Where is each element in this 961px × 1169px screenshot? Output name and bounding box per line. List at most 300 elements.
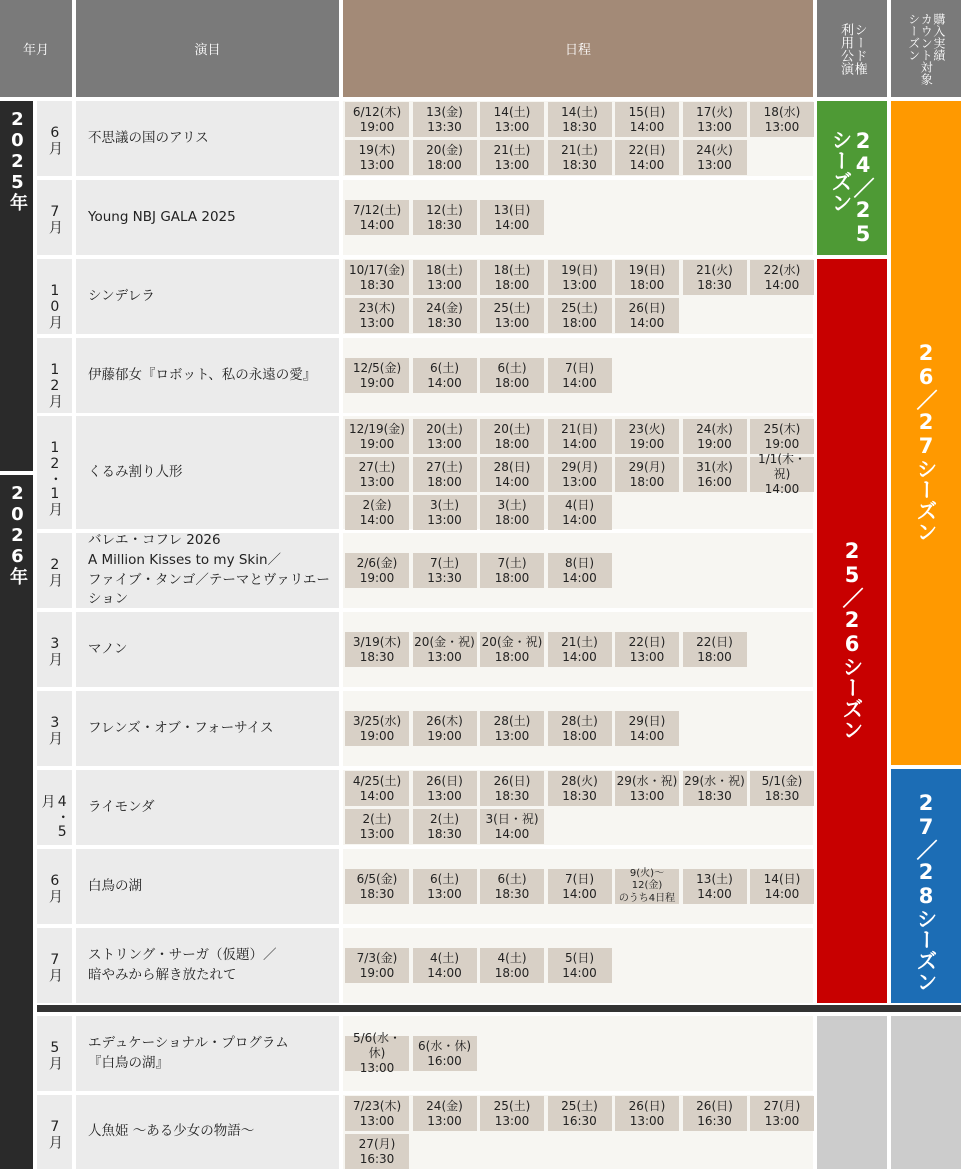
program-title — [76, 1016, 339, 1091]
performance-day: 26(日) — [696, 1098, 733, 1113]
program-title-text: 伊藤郁女『ロボット、私の永遠の愛』 — [88, 366, 317, 383]
performance-date — [548, 260, 612, 295]
performance-day: 25(土) — [561, 1098, 598, 1113]
performance-day: 18(土) — [426, 262, 463, 277]
performance-day: 20(土) — [493, 421, 531, 436]
performance-day: 10/17(金) — [349, 262, 405, 277]
performance-time: 18:00 — [697, 649, 732, 664]
program-title — [76, 101, 339, 176]
performance-time: 13:00 — [697, 157, 732, 172]
performance-time: 16:00 — [427, 1053, 462, 1068]
performance-time: 19:00 — [359, 965, 395, 980]
performance-day: 29(月) — [628, 459, 666, 474]
performance-day: 4/25(土) — [352, 773, 402, 788]
performance-day: 18(水) — [763, 104, 801, 119]
performance-day: 3/19(木) — [352, 634, 402, 649]
month-label: 4・5月 — [39, 794, 71, 840]
performance-time: 13:00 — [697, 119, 732, 134]
performance-date — [683, 419, 747, 454]
header-program: 演目 — [76, 0, 339, 97]
performance-date — [413, 771, 477, 806]
performance-day: 21(土) — [561, 634, 598, 649]
performance-day: 7(土) — [497, 555, 527, 570]
performance-day: 27(土) — [426, 459, 463, 474]
performance-time: 18:30 — [764, 788, 800, 803]
performance-time: 13:00 — [494, 119, 530, 134]
performance-time: 13:00 — [629, 788, 665, 803]
performance-time: 13:00 — [427, 512, 462, 527]
performance-date — [413, 457, 477, 492]
performance-date — [345, 711, 409, 746]
performance-time: 18:30 — [359, 886, 395, 901]
performance-date — [345, 140, 409, 175]
performance-time: 14:00 — [764, 277, 800, 292]
performance-time: 13:30 — [427, 119, 462, 134]
performance-date — [413, 1096, 477, 1131]
header-count: 購入実績 カウント対象 シーズン — [891, 0, 961, 97]
performance-date — [345, 298, 409, 333]
performance-day: 29(月) — [561, 459, 598, 474]
month-cell — [37, 770, 72, 845]
performance-day: 8(日) — [565, 555, 594, 570]
performance-date — [413, 869, 477, 904]
performance-date — [615, 771, 679, 806]
performance-date — [548, 358, 612, 393]
performance-time: 18:30 — [562, 157, 597, 172]
performance-day: 4(土) — [430, 950, 459, 965]
performance-date — [548, 632, 612, 667]
program-title-text: マノン — [88, 640, 128, 657]
header-seed: シード権 利用公演 — [817, 0, 887, 97]
performance-day: 2(金) — [362, 497, 392, 512]
performance-day: 23(木) — [358, 300, 396, 315]
performance-time: 18:00 — [494, 512, 530, 527]
performance-date — [480, 711, 544, 746]
performance-day: 27(土) — [358, 459, 396, 474]
performance-date — [615, 711, 679, 746]
performance-time: 18:00 — [629, 277, 665, 292]
program-title — [76, 533, 339, 608]
performance-date — [413, 553, 477, 588]
performance-day: 5(日) — [565, 950, 594, 965]
performance-time: 13:00 — [427, 649, 462, 664]
performance-day: 2/6(金) — [356, 555, 398, 570]
performance-time: 19:00 — [359, 728, 395, 743]
performance-day: 27(月) — [358, 1136, 396, 1151]
performance-time: 13:00 — [427, 788, 462, 803]
program-title-text: フレンズ・オブ・フォーサイス — [88, 719, 274, 736]
performance-day: 26(日) — [493, 773, 531, 788]
performance-day: 15(日) — [628, 104, 666, 119]
performance-date — [750, 260, 814, 295]
performance-date — [615, 419, 679, 454]
performance-date — [345, 419, 409, 454]
performance-time: 18:30 — [427, 217, 462, 232]
performance-time: 13:00 — [764, 1113, 800, 1128]
performance-day: 21(日) — [561, 421, 598, 436]
program-title — [76, 259, 339, 334]
performance-time: 14:00 — [629, 157, 665, 172]
performance-date — [413, 140, 477, 175]
program-title-text: エデュケーショナル・プログラム 『白鳥の湖』 — [88, 1034, 289, 1071]
performance-date — [548, 298, 612, 333]
performance-date — [480, 495, 544, 530]
season-2627: 26／27シーズン — [891, 101, 961, 765]
performance-day: 13(金) — [426, 104, 463, 119]
performance-day: 7(日) — [565, 360, 594, 375]
performance-time: 13:00 — [629, 1113, 665, 1128]
performance-date — [683, 102, 747, 137]
performance-day: 13(日) — [493, 202, 531, 217]
performance-time: 19:00 — [764, 436, 800, 451]
performance-time: 19:00 — [697, 436, 732, 451]
performance-day: 3(土) — [430, 497, 459, 512]
performance-day: 25(土) — [561, 300, 598, 315]
performance-time: 13:00 — [494, 728, 530, 743]
performance-time: 13:00 — [427, 436, 462, 451]
performance-day: 19(日) — [561, 262, 598, 277]
month-cell — [37, 612, 72, 687]
performance-day: 14(土) — [561, 104, 598, 119]
performance-day: 6(水・休) — [418, 1038, 471, 1053]
month-label: 3月 — [46, 715, 63, 745]
count-empty — [891, 1016, 961, 1169]
performance-time: 13:00 — [629, 649, 665, 664]
performance-time: 13:00 — [494, 315, 530, 330]
performance-date — [548, 1096, 612, 1131]
performance-date — [480, 298, 544, 333]
performance-date — [683, 632, 747, 667]
performance-time: 13:00 — [359, 1061, 395, 1075]
performance-date — [345, 553, 409, 588]
performance-time: 13:00 — [494, 157, 530, 172]
performance-day: 14(土) — [493, 104, 531, 119]
performance-time: 18:00 — [562, 728, 597, 743]
performance-day: 22(日) — [628, 634, 666, 649]
performance-time: 14:00 — [494, 474, 530, 489]
performance-day: 24(火) — [696, 142, 733, 157]
performance-date — [615, 140, 679, 175]
performance-time: 18:30 — [697, 277, 732, 292]
performance-date — [480, 419, 544, 454]
performance-date — [480, 260, 544, 295]
season-2526: 25／26シーズン — [817, 259, 887, 1003]
month-label: 10月 — [46, 283, 63, 329]
month-cell — [37, 849, 72, 924]
performance-day: 18(土) — [493, 262, 531, 277]
performance-time: 18:30 — [562, 119, 597, 134]
performance-day: 24(金) — [426, 300, 463, 315]
performance-day: 2(土) — [362, 811, 392, 826]
performance-time: 18:00 — [427, 157, 462, 172]
performance-date — [750, 102, 814, 137]
program-title-text: Young NBJ GALA 2025 — [88, 208, 236, 225]
performance-day: 17(火) — [696, 104, 733, 119]
performance-date — [345, 771, 409, 806]
month-cell — [37, 101, 72, 176]
month-label: 5月 — [46, 1040, 63, 1070]
performance-time: 14:00 — [629, 728, 665, 743]
performance-time: 19:00 — [359, 570, 395, 585]
performance-day: 12/19(金) — [349, 421, 405, 436]
performance-day: 6(土) — [430, 360, 459, 375]
performance-day: 26(日) — [426, 773, 463, 788]
performance-date — [615, 1096, 679, 1131]
performance-time: 14:00 — [562, 649, 597, 664]
performance-date — [345, 809, 409, 844]
program-title — [76, 338, 339, 413]
program-title-text: バレエ・コフレ 2026 A Million Kisses to my Skin／ ファイブ・タンゴ／テーマとヴァリエーション — [88, 532, 330, 608]
performance-time: 18:30 — [562, 788, 597, 803]
performance-day: 29(日) — [628, 713, 666, 728]
month-cell — [37, 259, 72, 334]
performance-time: 14:00 — [562, 512, 597, 527]
performance-time: 13:00 — [359, 826, 395, 841]
performance-date — [548, 102, 612, 137]
performance-day: 25(土) — [493, 300, 531, 315]
performance-time: 13:00 — [359, 1113, 395, 1128]
program-title — [76, 612, 339, 687]
performance-date — [615, 632, 679, 667]
season-2728: 27／28シーズン — [891, 769, 961, 1003]
performance-time: 18:00 — [494, 965, 530, 980]
performance-date — [345, 869, 409, 904]
performance-date — [480, 809, 544, 844]
performance-day: 19(木) — [358, 142, 396, 157]
performance-day: 7/23(木) — [352, 1098, 402, 1113]
performance-day: 1/1(木・祝) — [758, 452, 806, 481]
performance-time: 18:30 — [359, 649, 395, 664]
performance-time: 16:00 — [697, 474, 732, 489]
performance-date — [548, 771, 612, 806]
performance-date — [345, 948, 409, 983]
performance-time: 14:00 — [359, 217, 395, 232]
performance-day: 6(土) — [497, 360, 527, 375]
performance-time: 13:00 — [359, 474, 395, 489]
performance-date — [750, 419, 814, 454]
performance-day: 20(金) — [426, 142, 463, 157]
performance-day: 31(水) — [696, 459, 733, 474]
performance-day: 4(日) — [565, 497, 594, 512]
performance-time: 18:30 — [494, 886, 530, 901]
performance-date — [750, 869, 814, 904]
performance-day: 25(木) — [763, 421, 801, 436]
month-cell — [37, 691, 72, 766]
performance-day: 6/5(金) — [356, 871, 398, 886]
performance-day: 3(土) — [497, 497, 527, 512]
performance-time: 18:30 — [427, 315, 462, 330]
performance-day: 22(日) — [628, 142, 666, 157]
program-title-text: ストリング・サーガ（仮題）／ 暗やみから解き放たれて — [88, 946, 277, 983]
performance-date — [345, 1031, 409, 1075]
performance-date — [345, 1134, 409, 1169]
performance-time: 18:30 — [359, 277, 395, 292]
performance-time: 13:00 — [494, 1113, 530, 1128]
performance-time: 16:30 — [359, 1151, 395, 1166]
performance-date — [345, 457, 409, 492]
section-divider — [37, 1005, 961, 1012]
performance-date — [413, 495, 477, 530]
performance-date — [345, 495, 409, 530]
performance-time: 16:30 — [562, 1113, 597, 1128]
performance-time: 19:00 — [427, 728, 462, 743]
program-title-text: シンデレラ — [88, 287, 155, 304]
performance-time: 14:00 — [427, 375, 462, 390]
month-label: 6月 — [46, 125, 63, 155]
performance-day: 12(土) — [426, 202, 463, 217]
performance-day: 6(土) — [430, 871, 459, 886]
performance-date — [413, 298, 477, 333]
performance-time: 13:00 — [764, 119, 800, 134]
month-cell — [37, 928, 72, 1003]
performance-time: 14:00 — [359, 512, 395, 527]
performance-date — [480, 358, 544, 393]
program-title-text: 不思議の国のアリス — [88, 129, 209, 146]
performance-time: 13:30 — [427, 570, 462, 585]
month-cell — [37, 338, 72, 413]
performance-day: 14(日) — [763, 871, 801, 886]
season-2425: 24／25シーズン — [817, 101, 887, 255]
performance-day: 25(土) — [493, 1098, 531, 1113]
performance-day: 26(木) — [426, 713, 463, 728]
performance-day: 28(火) — [561, 773, 598, 788]
performance-time: 14:00 — [562, 375, 597, 390]
performance-day: 19(日) — [628, 262, 666, 277]
performance-date — [615, 102, 679, 137]
performance-time: 19:00 — [359, 436, 395, 451]
month-label: 12・1月 — [46, 440, 63, 516]
performance-date — [548, 869, 612, 904]
program-title — [76, 416, 339, 529]
performance-time: 14:00 — [764, 482, 800, 496]
performance-day: 6/12(木) — [352, 104, 402, 119]
performance-day: 20(土) — [426, 421, 463, 436]
program-title — [76, 691, 339, 766]
performance-time: 18:00 — [494, 277, 530, 292]
performance-date — [548, 553, 612, 588]
performance-date — [413, 200, 477, 235]
program-title-text: くるみ割り人形 — [88, 463, 183, 480]
performance-time: 16:30 — [697, 1113, 732, 1128]
performance-time: 18:00 — [562, 315, 597, 330]
performance-time: 14:00 — [359, 788, 395, 803]
performance-date — [548, 711, 612, 746]
performance-day: 22(水) — [763, 262, 801, 277]
performance-day: 6(土) — [497, 871, 527, 886]
performance-date — [413, 419, 477, 454]
performance-time: 14:00 — [629, 119, 665, 134]
seed-empty — [817, 1016, 887, 1169]
performance-day: 20(金・祝) — [481, 634, 543, 649]
performance-date — [683, 1096, 747, 1131]
performance-date — [345, 260, 409, 295]
performance-date — [480, 771, 544, 806]
performance-time: 19:00 — [629, 436, 665, 451]
performance-time: 18:00 — [494, 375, 530, 390]
performance-time: 18:30 — [427, 826, 462, 841]
performance-date — [345, 1096, 409, 1131]
performance-day: 5/6(水・休) — [353, 1031, 401, 1060]
performance-day: 9(火)〜12(金) — [629, 867, 665, 892]
performance-date — [413, 1036, 477, 1071]
performance-day: 5/1(金) — [761, 773, 803, 788]
performance-time: 14:00 — [427, 965, 462, 980]
performance-day: 27(月) — [763, 1098, 801, 1113]
program-title-text: 白鳥の湖 — [88, 877, 142, 894]
performance-day: 21(火) — [696, 262, 733, 277]
month-label: 7月 — [46, 1119, 63, 1149]
performance-time: 18:00 — [494, 570, 530, 585]
performance-day: 2(土) — [430, 811, 459, 826]
performance-date — [345, 632, 409, 667]
performance-date — [750, 771, 814, 806]
performance-time: 14:00 — [562, 886, 597, 901]
performance-date — [413, 948, 477, 983]
performance-date — [413, 260, 477, 295]
performance-date — [480, 869, 544, 904]
performance-date — [750, 452, 814, 496]
performance-date — [750, 1096, 814, 1131]
performance-time: 18:00 — [629, 474, 665, 489]
performance-date — [615, 260, 679, 295]
performance-date — [413, 711, 477, 746]
year-label-2026: 2026年 — [0, 475, 33, 1169]
performance-time: 14:00 — [562, 436, 597, 451]
performance-date — [548, 495, 612, 530]
performance-day: 29(水・祝) — [616, 773, 678, 788]
performance-day: 7/12(土) — [352, 202, 402, 217]
performance-date — [480, 948, 544, 983]
performance-date — [345, 358, 409, 393]
performance-day: 3(日・祝) — [485, 811, 539, 826]
performance-time: 18:00 — [427, 474, 462, 489]
performance-day: 7(土) — [430, 555, 459, 570]
performance-time: 18:30 — [697, 788, 732, 803]
performance-date — [480, 457, 544, 492]
performance-time: 14:00 — [629, 315, 665, 330]
performance-time: 18:30 — [494, 788, 530, 803]
performance-day: 24(金) — [426, 1098, 463, 1113]
performance-date — [683, 140, 747, 175]
performance-time: 18:00 — [494, 436, 530, 451]
performance-time: 19:00 — [359, 119, 395, 134]
month-label: 7月 — [46, 952, 63, 982]
performance-time: 14:00 — [764, 886, 800, 901]
performance-date — [480, 1096, 544, 1131]
performance-time: 13:00 — [359, 157, 395, 172]
performance-day: 28(土) — [493, 713, 531, 728]
performance-time: 19:00 — [359, 375, 395, 390]
performance-date — [683, 457, 747, 492]
performance-date — [413, 809, 477, 844]
performance-date — [615, 457, 679, 492]
performance-date — [615, 298, 679, 333]
month-label: 2月 — [46, 557, 63, 587]
performance-time: 14:00 — [494, 826, 530, 841]
header-schedule: 日程 — [343, 0, 813, 97]
month-label: 7月 — [46, 204, 63, 234]
performance-date — [345, 200, 409, 235]
program-title — [76, 180, 339, 255]
performance-day: 4(土) — [497, 950, 527, 965]
month-cell — [37, 533, 72, 608]
performance-date — [480, 632, 544, 667]
performance-date — [345, 102, 409, 137]
performance-date — [480, 553, 544, 588]
performance-day: 22(日) — [696, 634, 733, 649]
performance-day: 21(土) — [561, 142, 598, 157]
performance-date — [615, 869, 679, 904]
